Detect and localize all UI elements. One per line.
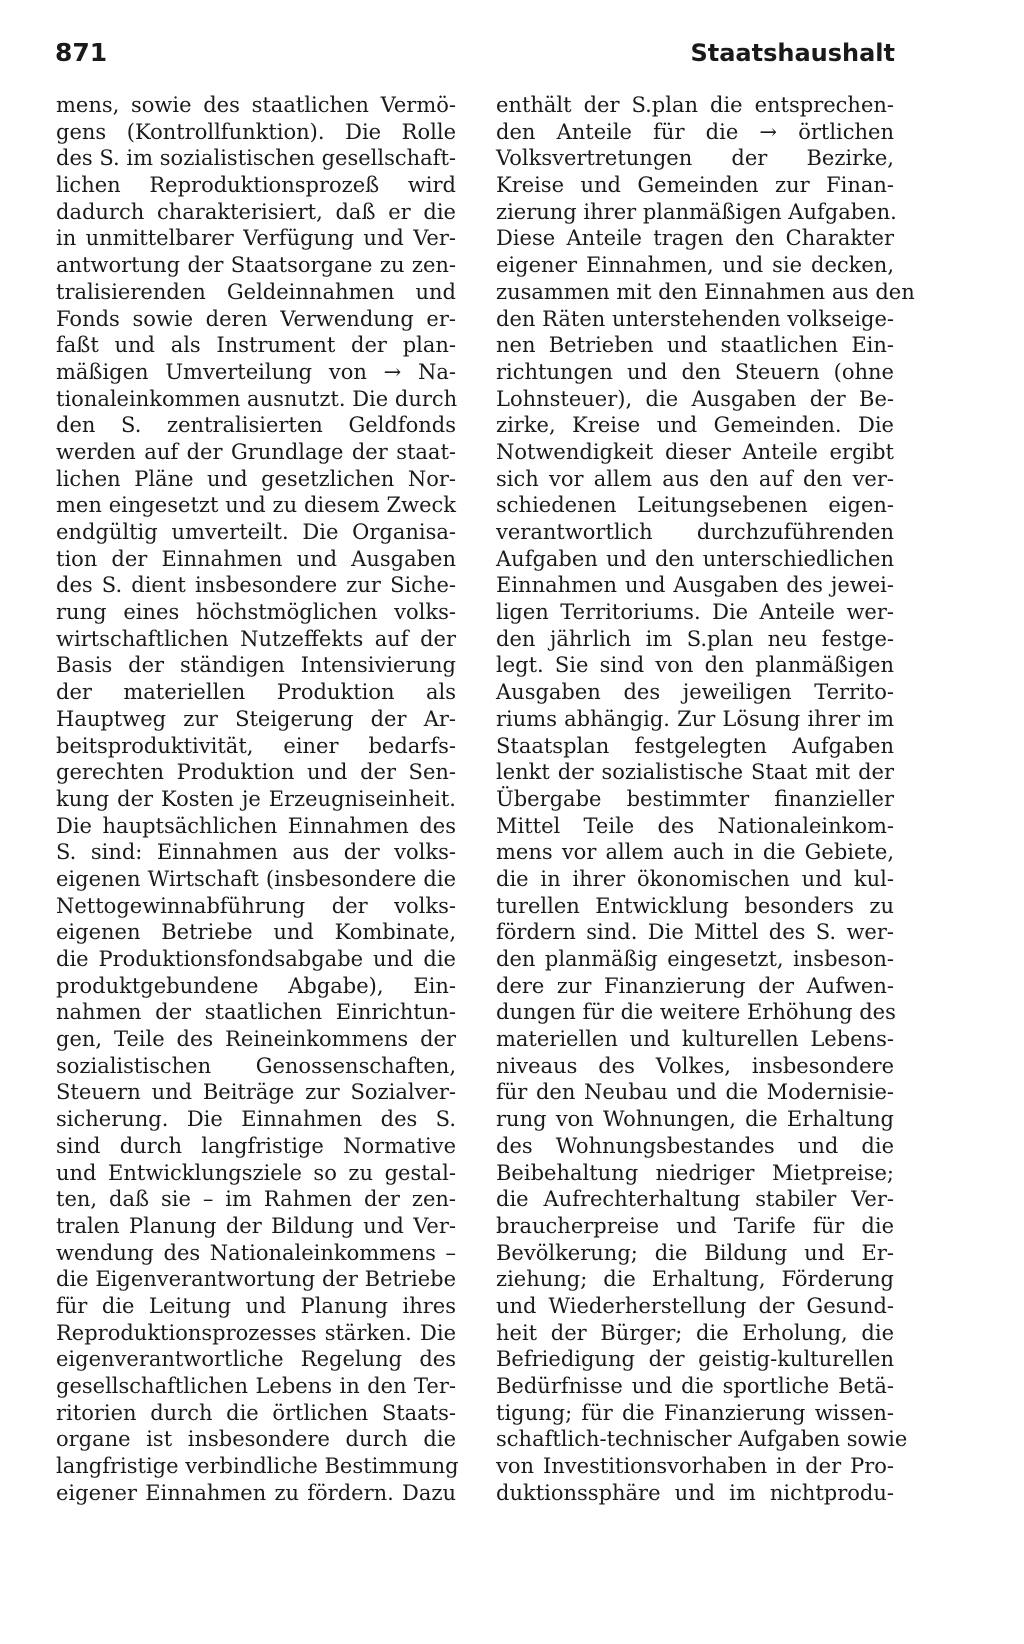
page-header: [0, 38, 1024, 78]
right-column-line: rung von Wohnungen, die Erhaltung: [496, 1107, 894, 1132]
right-column-line: Bedürfnisse und die sportliche Betä-: [496, 1374, 894, 1398]
right-column-line: die in ihrer ökonomischen und kul-: [496, 866, 894, 891]
left-column-line: für die Leitung und Planung ihres: [56, 1293, 456, 1318]
left-column-line: Reproduktionsprozesses stärken. Die: [56, 1320, 456, 1345]
right-column-line: Notwendigkeit dieser Anteile ergibt: [496, 439, 894, 464]
left-column-line: die Produktionsfondsabgabe und die: [56, 947, 456, 971]
right-column-line: dere zur Finanzierung der Aufwen-: [496, 973, 894, 998]
left-column-line: produktgebundene Abgabe), Ein-: [56, 973, 456, 998]
right-column: [496, 92, 915, 1506]
right-column-line: verantwortlich durchzuführenden: [496, 520, 894, 544]
right-column-line: und Wiederherstellung der Gesund-: [496, 1293, 894, 1318]
right-column-line: Aufgaben und den unterschiedlichen: [496, 546, 894, 571]
left-column-line: gens (Kontrollfunktion). Die Rolle: [56, 119, 456, 144]
right-column-line: schaftlich-technischer Aufgaben sowie: [496, 1427, 908, 1452]
right-column-line: Lohnsteuer), die Ausgaben der Be-: [496, 386, 894, 411]
right-column-line: den Räten unterstehenden volkseige-: [496, 306, 894, 331]
right-column-line: legt. Sie sind von den planmäßigen: [496, 653, 894, 678]
left-column-line: werden auf der Grundlage der staat-: [56, 439, 456, 464]
left-column-line: endgültig umverteilt. Die Organisa-: [56, 520, 456, 544]
right-column-line: des Wohnungsbestandes und die: [496, 1133, 894, 1158]
right-column-line: den planmäßig eingesetzt, insbeson-: [496, 947, 894, 971]
left-column-line: und Entwicklungsziele so zu gestal-: [56, 1160, 456, 1185]
right-column-line: Volksvertretungen der Bezirke,: [496, 146, 894, 171]
right-column-line: Ausgaben des jeweiligen Territo-: [496, 680, 894, 705]
left-column-line: lichen Reproduktionsprozeß wird: [56, 173, 456, 198]
right-column-line: turellen Entwicklung besonders zu: [496, 893, 894, 918]
left-column-line: der materiellen Produktion als: [56, 680, 456, 705]
right-column-line: Kreise und Gemeinden zur Finan-: [496, 173, 894, 198]
left-column-line: beitsproduktivität, einer bedarfs-: [56, 733, 456, 758]
running-head: Staatshaushalt: [690, 39, 895, 67]
left-column-line: tralen Planung der Bildung und Ver-: [56, 1213, 456, 1238]
left-column-line: die Eigenverantwortung der Betriebe: [56, 1267, 456, 1292]
right-column-line: mens vor allem auch in die Gebiete,: [496, 840, 894, 865]
right-column-line: ziehung; die Erhaltung, Förderung: [496, 1267, 894, 1292]
right-column-line: zirke, Kreise und Gemeinden. Die: [496, 413, 894, 438]
right-column-line: Mittel Teile des Nationaleinkom-: [496, 813, 894, 838]
right-column-line: schiedenen Leitungsebenen eigen-: [496, 493, 894, 518]
left-column-line: kung der Kosten je Erzeugniseinheit.: [56, 786, 456, 811]
right-column-line: braucherpreise und Tarife für die: [496, 1213, 894, 1238]
right-column-line: zusammen mit den Einnahmen aus den: [496, 279, 915, 304]
right-column-line: fördern sind. Die Mittel des S. wer-: [496, 920, 894, 945]
right-column-line: duktionssphäre und im nichtprodu-: [496, 1480, 894, 1505]
left-column-line: men eingesetzt und zu diesem Zweck: [56, 493, 456, 518]
left-column-line: eigenverantwortliche Regelung des: [56, 1347, 456, 1372]
left-column-line: dadurch charakterisiert, daß er die: [56, 199, 456, 224]
left-column-line: tion der Einnahmen und Ausgaben: [56, 546, 456, 571]
left-column-line: faßt und als Instrument der plan-: [56, 333, 456, 358]
left-column-line: eigener Einnahmen zu fördern. Dazu: [56, 1480, 456, 1505]
page-number: 871: [55, 38, 108, 67]
left-column-line: wendung des Nationaleinkommens –: [56, 1240, 456, 1265]
right-column-line: Beibehaltung niedriger Mietpreise;: [496, 1160, 894, 1185]
right-column-line: für den Neubau und die Modernisie-: [496, 1080, 894, 1105]
left-column-line: nahmen der staatlichen Einrichtun-: [56, 1000, 456, 1025]
left-column-line: in unmittelbarer Verfügung und Ver-: [56, 226, 456, 251]
right-column-line: richtungen und den Steuern (ohne: [496, 359, 894, 384]
right-column-line: enthält der S.plan die entsprechen-: [496, 93, 894, 117]
left-column-line: sicherung. Die Einnahmen des S.: [56, 1107, 456, 1132]
left-column-line: eigenen Betriebe und Kombinate,: [56, 920, 456, 945]
right-column-line: nen Betrieben und staatlichen Ein-: [496, 333, 894, 358]
left-column-line: antwortung der Staatsorgane zu zen-: [56, 253, 456, 278]
right-column-line: eigener Einnahmen, und sie decken,: [496, 253, 894, 278]
left-column-line: lichen Pläne und gesetzlichen Nor-: [56, 466, 456, 491]
right-column-line: niveaus des Volkes, insbesondere: [496, 1053, 894, 1078]
left-column-line: sozialistischen Genossenschaften,: [56, 1053, 456, 1078]
right-column-line: ligen Territoriums. Die Anteile wer-: [496, 600, 894, 625]
left-column-line: ritorien durch die örtlichen Staats-: [56, 1400, 456, 1425]
left-column-line: gerechten Produktion und der Sen-: [56, 760, 456, 785]
left-column-line: tralisierenden Geldeinnahmen und: [56, 279, 456, 304]
left-column: [56, 92, 459, 1506]
right-column-line: heit der Bürger; die Erholung, die: [496, 1320, 894, 1345]
left-column-line: gesellschaftlichen Lebens in den Ter-: [56, 1374, 456, 1398]
left-column-line: organe ist insbesondere durch die: [56, 1427, 456, 1452]
left-column-line: gen, Teile des Reineinkommens der: [56, 1027, 456, 1052]
left-column-line: tionaleinkommen ausnutzt. Die durch: [56, 386, 458, 411]
left-column-line: des S. dient insbesondere zur Siche-: [56, 573, 456, 598]
left-column-line: Basis der ständigen Intensivierung: [56, 653, 456, 678]
right-column-line: riums abhängig. Zur Lösung ihrer im: [496, 706, 894, 731]
left-column-line: Steuern und Beiträge zur Sozialver-: [56, 1080, 456, 1105]
right-column-line: dungen für die weitere Erhöhung des: [496, 1000, 896, 1025]
right-column-line: Befriedigung der geistig-kulturellen: [496, 1347, 894, 1372]
right-column-line: materiellen und kulturellen Lebens-: [496, 1027, 894, 1052]
right-column-line: den jährlich im S.plan neu festge-: [496, 626, 894, 651]
right-column-line: Diese Anteile tragen den Charakter: [496, 226, 894, 251]
left-column-line: langfristige verbindliche Bestimmung: [56, 1454, 459, 1479]
right-column-line: von Investitionsvorhaben in der Pro-: [496, 1454, 894, 1479]
left-column-line: sind durch langfristige Normative: [56, 1133, 456, 1158]
right-column-line: Staatsplan festgelegten Aufgaben: [496, 733, 894, 758]
left-column-line: wirtschaftlichen Nutzeffekts auf der: [56, 626, 456, 651]
right-column-line: Einnahmen und Ausgaben des jewei-: [496, 573, 894, 598]
right-column-line: Bevölkerung; die Bildung und Er-: [496, 1240, 894, 1265]
left-column-line: ten, daß sie – im Rahmen der zen-: [56, 1187, 456, 1212]
right-column-line: den Anteile für die → örtlichen: [496, 119, 894, 144]
right-column-line: Übergabe bestimmter finanzieller: [496, 786, 894, 811]
right-column-line: die Aufrechterhaltung stabiler Ver-: [496, 1187, 894, 1212]
left-column-line: S. sind: Einnahmen aus der volks-: [56, 840, 456, 865]
left-column-line: den S. zentralisierten Geldfonds: [56, 413, 456, 438]
left-column-line: Nettogewinnabführung der volks-: [56, 893, 456, 918]
left-column-line: eigenen Wirtschaft (insbesondere die: [56, 866, 456, 891]
left-column-line: Fonds sowie deren Verwendung er-: [56, 306, 456, 331]
right-column-line: tigung; für die Finanzierung wissen-: [496, 1400, 894, 1425]
left-column-line: des S. im sozialistischen gesellschaft-: [56, 146, 456, 171]
left-column-line: rung eines höchstmöglichen volks-: [56, 600, 456, 625]
right-column-line: zierung ihrer planmäßigen Aufgaben.: [496, 199, 897, 224]
left-column-line: mens, sowie des staatlichen Vermö-: [56, 93, 456, 117]
left-column-line: mäßigen Umverteilung von → Na-: [56, 359, 456, 384]
left-column-line: Die hauptsächlichen Einnahmen des: [56, 813, 456, 838]
right-column-line: sich vor allem aus den auf den ver-: [496, 466, 894, 491]
right-column-line: lenkt der sozialistische Staat mit der: [496, 760, 894, 785]
left-column-line: Hauptweg zur Steigerung der Ar-: [56, 706, 456, 731]
